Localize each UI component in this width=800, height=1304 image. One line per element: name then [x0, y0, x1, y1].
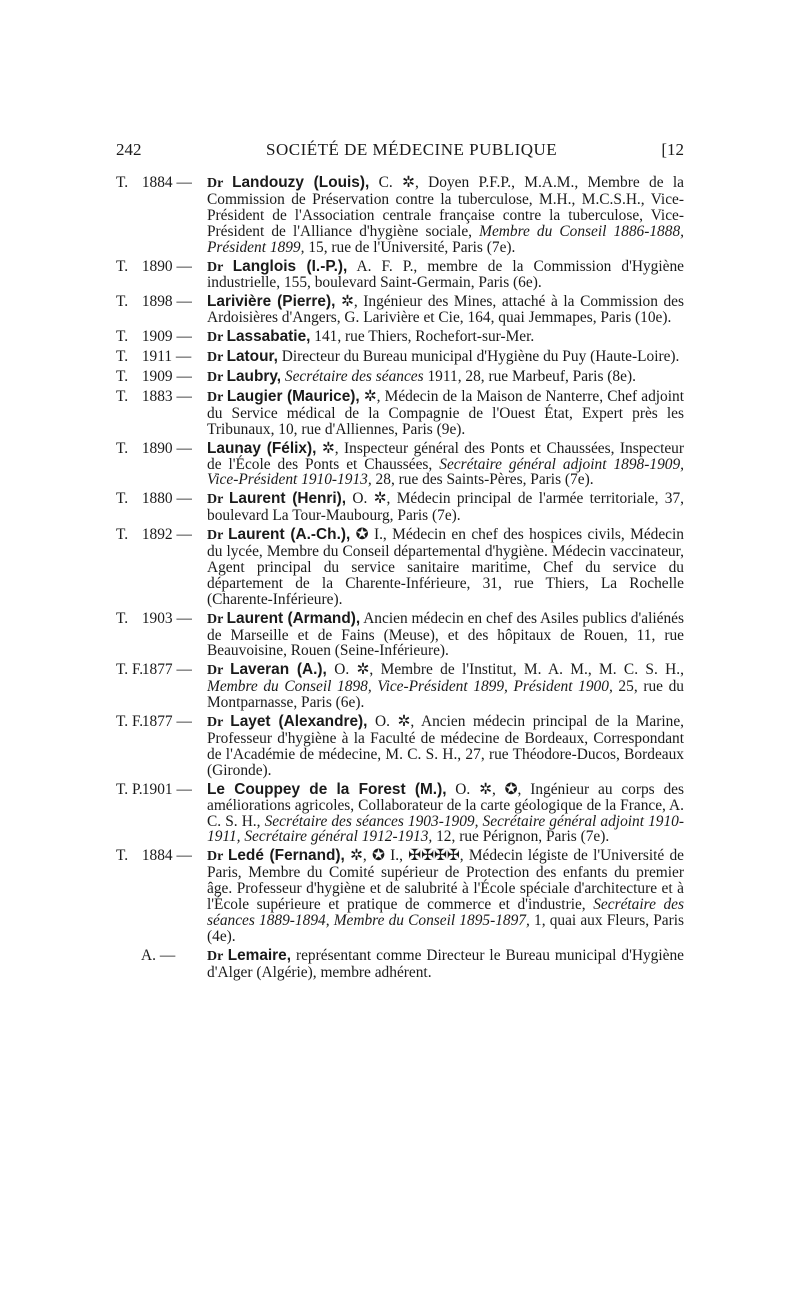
member-details: O. ✲, ✪, Ingénieur au corps des améliorations agricoles, Collaborateur de la carte géologique de la France, A. C. S. H.,	[207, 780, 684, 830]
entry-body	[207, 782, 684, 846]
membership-code: A.	[141, 946, 156, 964]
entry-prefix: T. 1884 —	[116, 847, 192, 865]
membership-code: T.	[116, 257, 129, 275]
society-roles: Secrétaire des séances	[281, 367, 424, 385]
membership-year: 1890	[138, 439, 173, 457]
member-name: Lemaire,	[227, 946, 291, 964]
membership-year: 1890	[138, 257, 173, 275]
member-address: 25, rue du Montparnasse, Paris (6e).	[207, 678, 684, 712]
membership-year: 1884	[138, 174, 173, 191]
member-details: Directeur du Bureau municipal d'Hygiène du Puy (Haute-Loire).	[277, 348, 680, 366]
member-details: O. ✲, Membre de l'Institut, M. A. M., M. C. S. H.,	[326, 661, 684, 679]
membership-year: 1877	[138, 713, 173, 731]
member-name: Ledé (Fernand),	[227, 847, 345, 865]
running-title: SOCIÉTÉ DE MÉDECINE PUBLIQUE	[266, 140, 558, 159]
entry-body	[207, 527, 684, 608]
member-entry	[116, 848, 684, 944]
entry-body	[207, 848, 684, 944]
title-abbrev: Dr	[207, 663, 231, 679]
member-name: Landouzy (Louis),	[232, 174, 370, 191]
member-entry	[116, 329, 684, 346]
member-details: ✲, Inspecteur général des Ponts et Chaussées, Inspecteur de l'École des Ponts et Chaussées,	[207, 439, 684, 473]
member-details: ✲, ✪ I., ✠✠✠✠, Médecin légiste de l'Université de Paris, Membre du Comité supérieur de Protection des enfants du premier âge. Professeur d'hygiène et de salubrité à l'École spéciale d'architecture et à l'École supérieure et pratique de commerce et d'industrie,	[207, 847, 684, 914]
member-entry	[116, 527, 684, 608]
member-entry	[116, 369, 684, 386]
entry-prefix: T. 1890 —	[116, 439, 192, 457]
member-name: Laubry,	[226, 367, 282, 385]
member-address: 28, rue des Saints-Pères, Paris (7e).	[371, 471, 594, 489]
member-address: 12, rue Pérignon, Paris (7e).	[432, 828, 610, 846]
society-roles: Membre du Conseil 1886-1888, Président 1899,	[207, 222, 684, 256]
member-name: Launay (Félix),	[207, 439, 317, 457]
member-entry	[116, 389, 684, 438]
membership-code: T.	[116, 847, 129, 865]
entry-body	[207, 259, 684, 292]
society-roles: Secrétaire général adjoint 1898-1909, Vice-Président 1910-1913,	[207, 455, 684, 489]
member-name: Laurent (Henri),	[229, 490, 347, 508]
entry-prefix: T. 1892 —	[116, 526, 192, 544]
title-abbrev: Dr	[207, 389, 227, 405]
title-abbrev: Dr	[207, 611, 227, 627]
entry-body	[207, 389, 684, 438]
entry-prefix: T. 1884 —	[116, 174, 192, 191]
member-address: 1911, 28, rue Marbeuf, Paris (8e).	[423, 367, 636, 385]
membership-code: T.	[116, 367, 129, 385]
member-name: Larivière (Pierre),	[207, 293, 336, 311]
society-roles: Secrétaire des séances 1889-1894, Membre du Conseil 1895-1897,	[207, 896, 685, 929]
entry-body	[207, 491, 684, 524]
membership-code: T. F.	[116, 661, 144, 679]
membership-year: 1884	[138, 847, 173, 865]
member-details: ✲, Médecin de la Maison de Nanterre, Chef adjoint du Service médical de la Compagnie de l'Ouest État, Expert près les Tribunaux, 10, rue d'Alliennes, Paris (9e).	[207, 387, 684, 438]
member-name: Lassabatie,	[226, 328, 311, 346]
member-list	[116, 175, 684, 981]
entry-body	[207, 329, 684, 346]
title-abbrev: Dr	[207, 715, 231, 731]
entry-body	[207, 349, 684, 366]
member-entry	[116, 259, 684, 292]
member-entry	[116, 294, 684, 326]
entry-body	[207, 662, 684, 711]
entry-prefix: T. 1890 —	[116, 257, 192, 275]
membership-year: 1909	[138, 367, 173, 385]
member-entry	[116, 948, 684, 981]
entry-body	[207, 611, 684, 660]
member-entry	[116, 491, 684, 524]
entry-prefix: T. 1883 —	[116, 387, 192, 405]
member-entry	[116, 349, 684, 366]
membership-year: 1883	[138, 387, 173, 405]
member-details: O. ✲, Médecin principal de l'armée territoriale, 37, boulevard La Tour-Maubourg, Paris (7e).	[207, 490, 684, 525]
entry-prefix: T. 1909 —	[116, 328, 192, 346]
member-entry	[116, 662, 684, 711]
member-name: Laugier (Maurice),	[226, 387, 360, 405]
member-details: 141, rue Thiers, Rochefort-sur-Mer.	[310, 328, 535, 346]
membership-year: 1898	[138, 293, 173, 311]
entry-prefix: T. 1911 —	[116, 348, 192, 366]
member-name: Laveran (A.),	[230, 661, 327, 679]
title-abbrev: Dr	[207, 948, 228, 964]
member-details: C. ✲, Doyen P.F.P., M.A.M., Membre de la Commission de Préservation contre la tuberculose, M.H., M.C.S.H., Vice-Président de l'Association centrale française contre la tuberculose, Vice-Président de l'Alliance d'hygiène sociale,	[207, 174, 684, 240]
entry-body	[207, 714, 684, 779]
membership-code: T.	[116, 439, 129, 457]
entry-body	[207, 948, 684, 981]
entry-prefix: A. —	[116, 948, 207, 964]
membership-year: 1892	[138, 526, 173, 544]
member-name: Le Couppey de la Forest (M.),	[207, 780, 447, 798]
title-abbrev: Dr	[207, 330, 227, 346]
member-details: O. ✲, Ancien médecin principal de la Marine, Professeur d'hygiène à la Faculté de médecine de Bordeaux, Correspondant de l'Académie de médecine, M. C. S. H., 27, rue Théodore-Ducos, Bordeaux (Gironde).	[207, 713, 685, 779]
member-details: ✪ I., Médecin en chef des hospices civils, Médecin du lycée, Membre du Conseil départemental d'hygiène. Médecin vaccinateur, Agent principal du service sanitaire maritime, Chef du service du département de la Charente-Inférieure, 31, rue Thiers, La Rochelle (Charente-Inférieure).	[207, 526, 684, 608]
page-number: 242	[116, 140, 142, 159]
membership-year: 1901	[138, 780, 173, 798]
member-name: Layet (Alexandre),	[230, 713, 368, 731]
member-details: Ancien médecin en chef des Asiles publics d'aliénés de Marseille et de Fains (Meuse), et des hôpitaux de Rouen, 11, rue Beauvoisine, Rouen (Seine-Inférieure).	[207, 609, 685, 660]
membership-code: T. P.	[116, 780, 143, 798]
membership-year: 1877	[138, 661, 173, 679]
membership-code: T.	[116, 293, 129, 311]
member-entry	[116, 441, 684, 489]
entry-prefix: T. 1909 —	[116, 367, 192, 385]
membership-year: 1903	[138, 609, 173, 627]
title-abbrev: Dr	[207, 528, 229, 544]
entry-prefix: T. 1880 —	[116, 490, 192, 508]
member-details: A. F. P., membre de la Commission d'Hygiène industrielle, 155, boulevard Saint-Germain, Paris (6e).	[207, 257, 685, 292]
title-abbrev: Dr	[207, 350, 227, 366]
member-name: Laurent (Armand),	[226, 609, 361, 627]
membership-year: 1911	[138, 348, 173, 366]
member-details: ✲, Ingénieur des Mines, attaché à la Commission des Ardoisières d'Angers, G. Larivière et Cie, 164, quai Jemmapes, Paris (10e).	[207, 293, 684, 327]
entry-body	[207, 175, 684, 256]
membership-code: T.	[116, 328, 129, 346]
title-abbrev: Dr	[207, 176, 233, 191]
membership-code: T.	[116, 387, 129, 405]
membership-code: T.	[116, 174, 129, 191]
membership-code: T.	[116, 348, 129, 366]
society-roles: Membre du Conseil 1898, Vice-Président 1899, Président 1900,	[207, 678, 613, 696]
member-name: Laurent (A.-Ch.),	[228, 526, 351, 544]
title-abbrev: Dr	[207, 259, 233, 275]
entry-prefix: T. P. 1901 —	[116, 780, 192, 798]
entry-prefix: T. 1903 —	[116, 609, 192, 627]
membership-year: 1909	[138, 328, 173, 346]
title-abbrev: Dr	[207, 492, 230, 508]
entry-body	[207, 441, 684, 489]
title-abbrev: Dr	[207, 369, 227, 385]
entry-prefix: T. F. 1877 —	[116, 661, 192, 679]
section-mark: [12	[661, 140, 684, 159]
member-address: 1, quai aux Fleurs, Paris (4e).	[207, 911, 684, 945]
membership-code: T.	[116, 490, 129, 508]
member-entry	[116, 782, 684, 846]
membership-code: T.	[116, 526, 129, 544]
title-abbrev: Dr	[207, 849, 228, 865]
membership-code: T.	[116, 609, 129, 627]
society-roles: Secrétaire des séances 1903-1909, Secrétaire général adjoint 1910-1911, Secrétaire général 1912-1913,	[207, 812, 685, 846]
member-entry	[116, 175, 684, 256]
member-address: 15, rue de l'Université, Paris (7e).	[304, 238, 516, 256]
entry-prefix: T. F. 1877 —	[116, 713, 192, 731]
page-header	[116, 140, 684, 170]
entry-body	[207, 294, 684, 326]
member-name: Langlois (I.-P.),	[232, 257, 348, 275]
member-entry	[116, 714, 684, 779]
membership-code: T. F.	[116, 713, 144, 731]
member-name: Latour,	[226, 348, 278, 366]
member-entry	[116, 611, 684, 660]
membership-year: 1880	[138, 490, 173, 508]
entry-prefix: T. 1898 —	[116, 293, 192, 311]
member-details: représentant comme Directeur le Bureau municipal d'Hygiène d'Alger (Algérie), membre adhérent.	[207, 946, 684, 981]
entry-body	[207, 369, 684, 386]
